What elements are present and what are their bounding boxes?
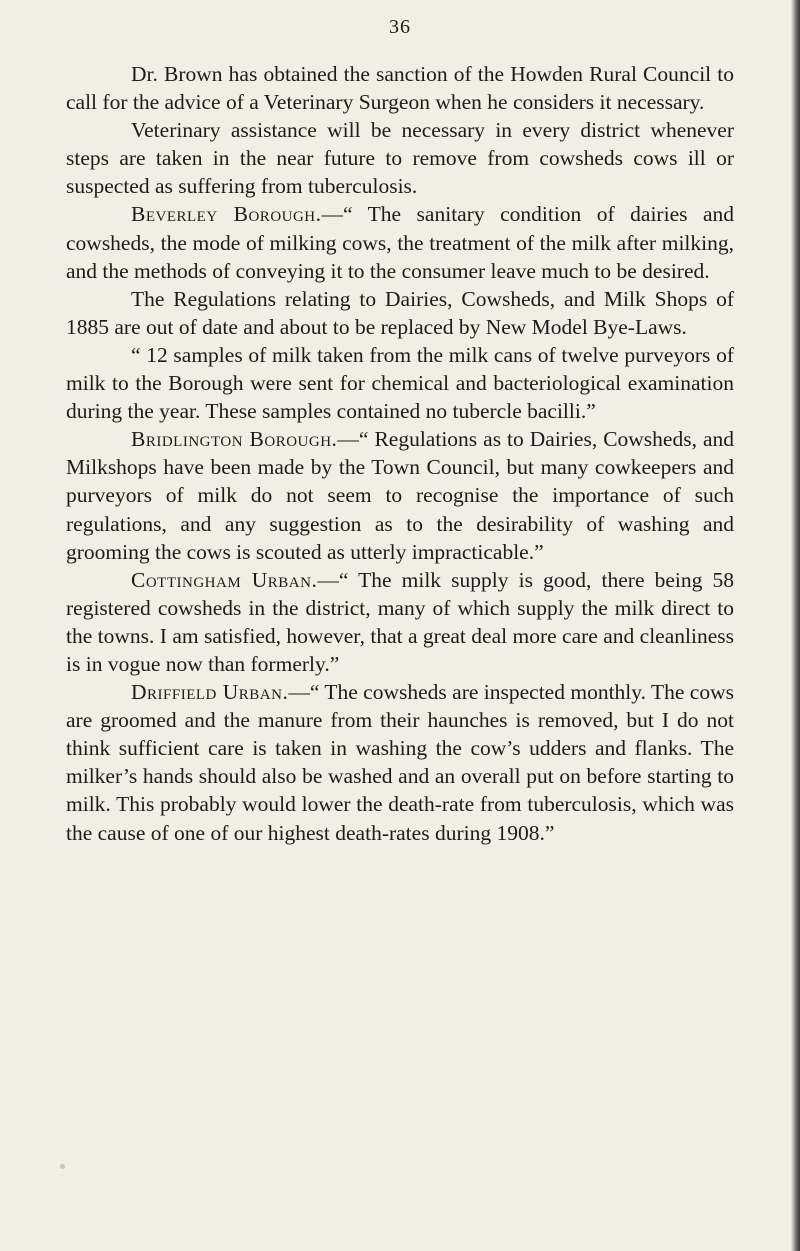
section-heading: Bridlington Borough. [131,427,338,452]
paragraph-text: The Regulations relating to Dairies, Cowsheds, and Milk Shops of 1885 are out of date and about to be replaced by New Model Bye-Laws. [66,286,734,339]
paragraph-text: —“ The sanitary condition of dairies and cowsheds, the mode of milking cows, the treatment of the milk after milking, and the methods of conveying it to the consumer leave much to be desired. [66,202,734,283]
paragraph-text: Veterinary assistance will be necessary in every district whenever steps are taken in the near future to remove from cowsheds cows ill or suspected as suffering from tuberculosis. [66,118,734,199]
paper-spot [60,1164,65,1169]
paragraph-bridlington [66,425,734,565]
paragraph-text: “ 12 samples of milk taken from the milk cans of twelve purveyors of milk to the Borough were sent for chemical and bacteriological examination during the year. These samples contained no tubercle bacilli.” [66,342,734,424]
section-heading: Driffield Urban. [131,680,289,705]
paragraph-veterinary [66,116,734,200]
paragraph-text: —“ The milk supply is good, there being 58 registered cowsheds in the district, many of which supply the milk direct to the towns. I am satisfied, however, that a great deal more care and cleanliness is in vogue now than formerly.” [66,567,734,676]
page-edge-shadow [791,0,800,1251]
section-heading: Cottingham Urban. [131,567,318,592]
paragraph-text: Dr. Brown has obtained the sanction of the Howden Rural Council to call for the advice of a Veterinary Surgeon when he considers it necessary. [66,62,734,115]
section-heading: Beverley Borough. [131,202,322,227]
paragraph-text: —“ The cowsheds are inspected monthly. The cows are groomed and the manure from their haunches is removed, but I do not think sufficient care is taken in washing the cow’s udders and flanks. The milker’s hands should also be washed and an overall put on before starting to milk. This probably would lower the death-rate from tuberculosis, which was the cause of one of our highest death-rates during 1908.” [66,680,734,845]
paragraph-howden [66,60,734,116]
page-number: 36 [389,16,411,38]
paragraph-driffield [66,678,734,847]
paragraph-beverley [66,200,734,284]
paragraph-samples [66,341,734,425]
paragraph-cottingham [66,566,734,678]
paragraph-text: —“ Regulations as to Dairies, Cowsheds, and Milkshops have been made by the Town Council, but many cowkeepers and purveyors of milk do not seem to recognise the importance of such regulations, and any suggestion as to the desirability of washing and grooming the cows is scouted as utterly impracticable.” [66,427,734,564]
paragraph-regulations [66,285,734,341]
body-text [66,60,734,847]
